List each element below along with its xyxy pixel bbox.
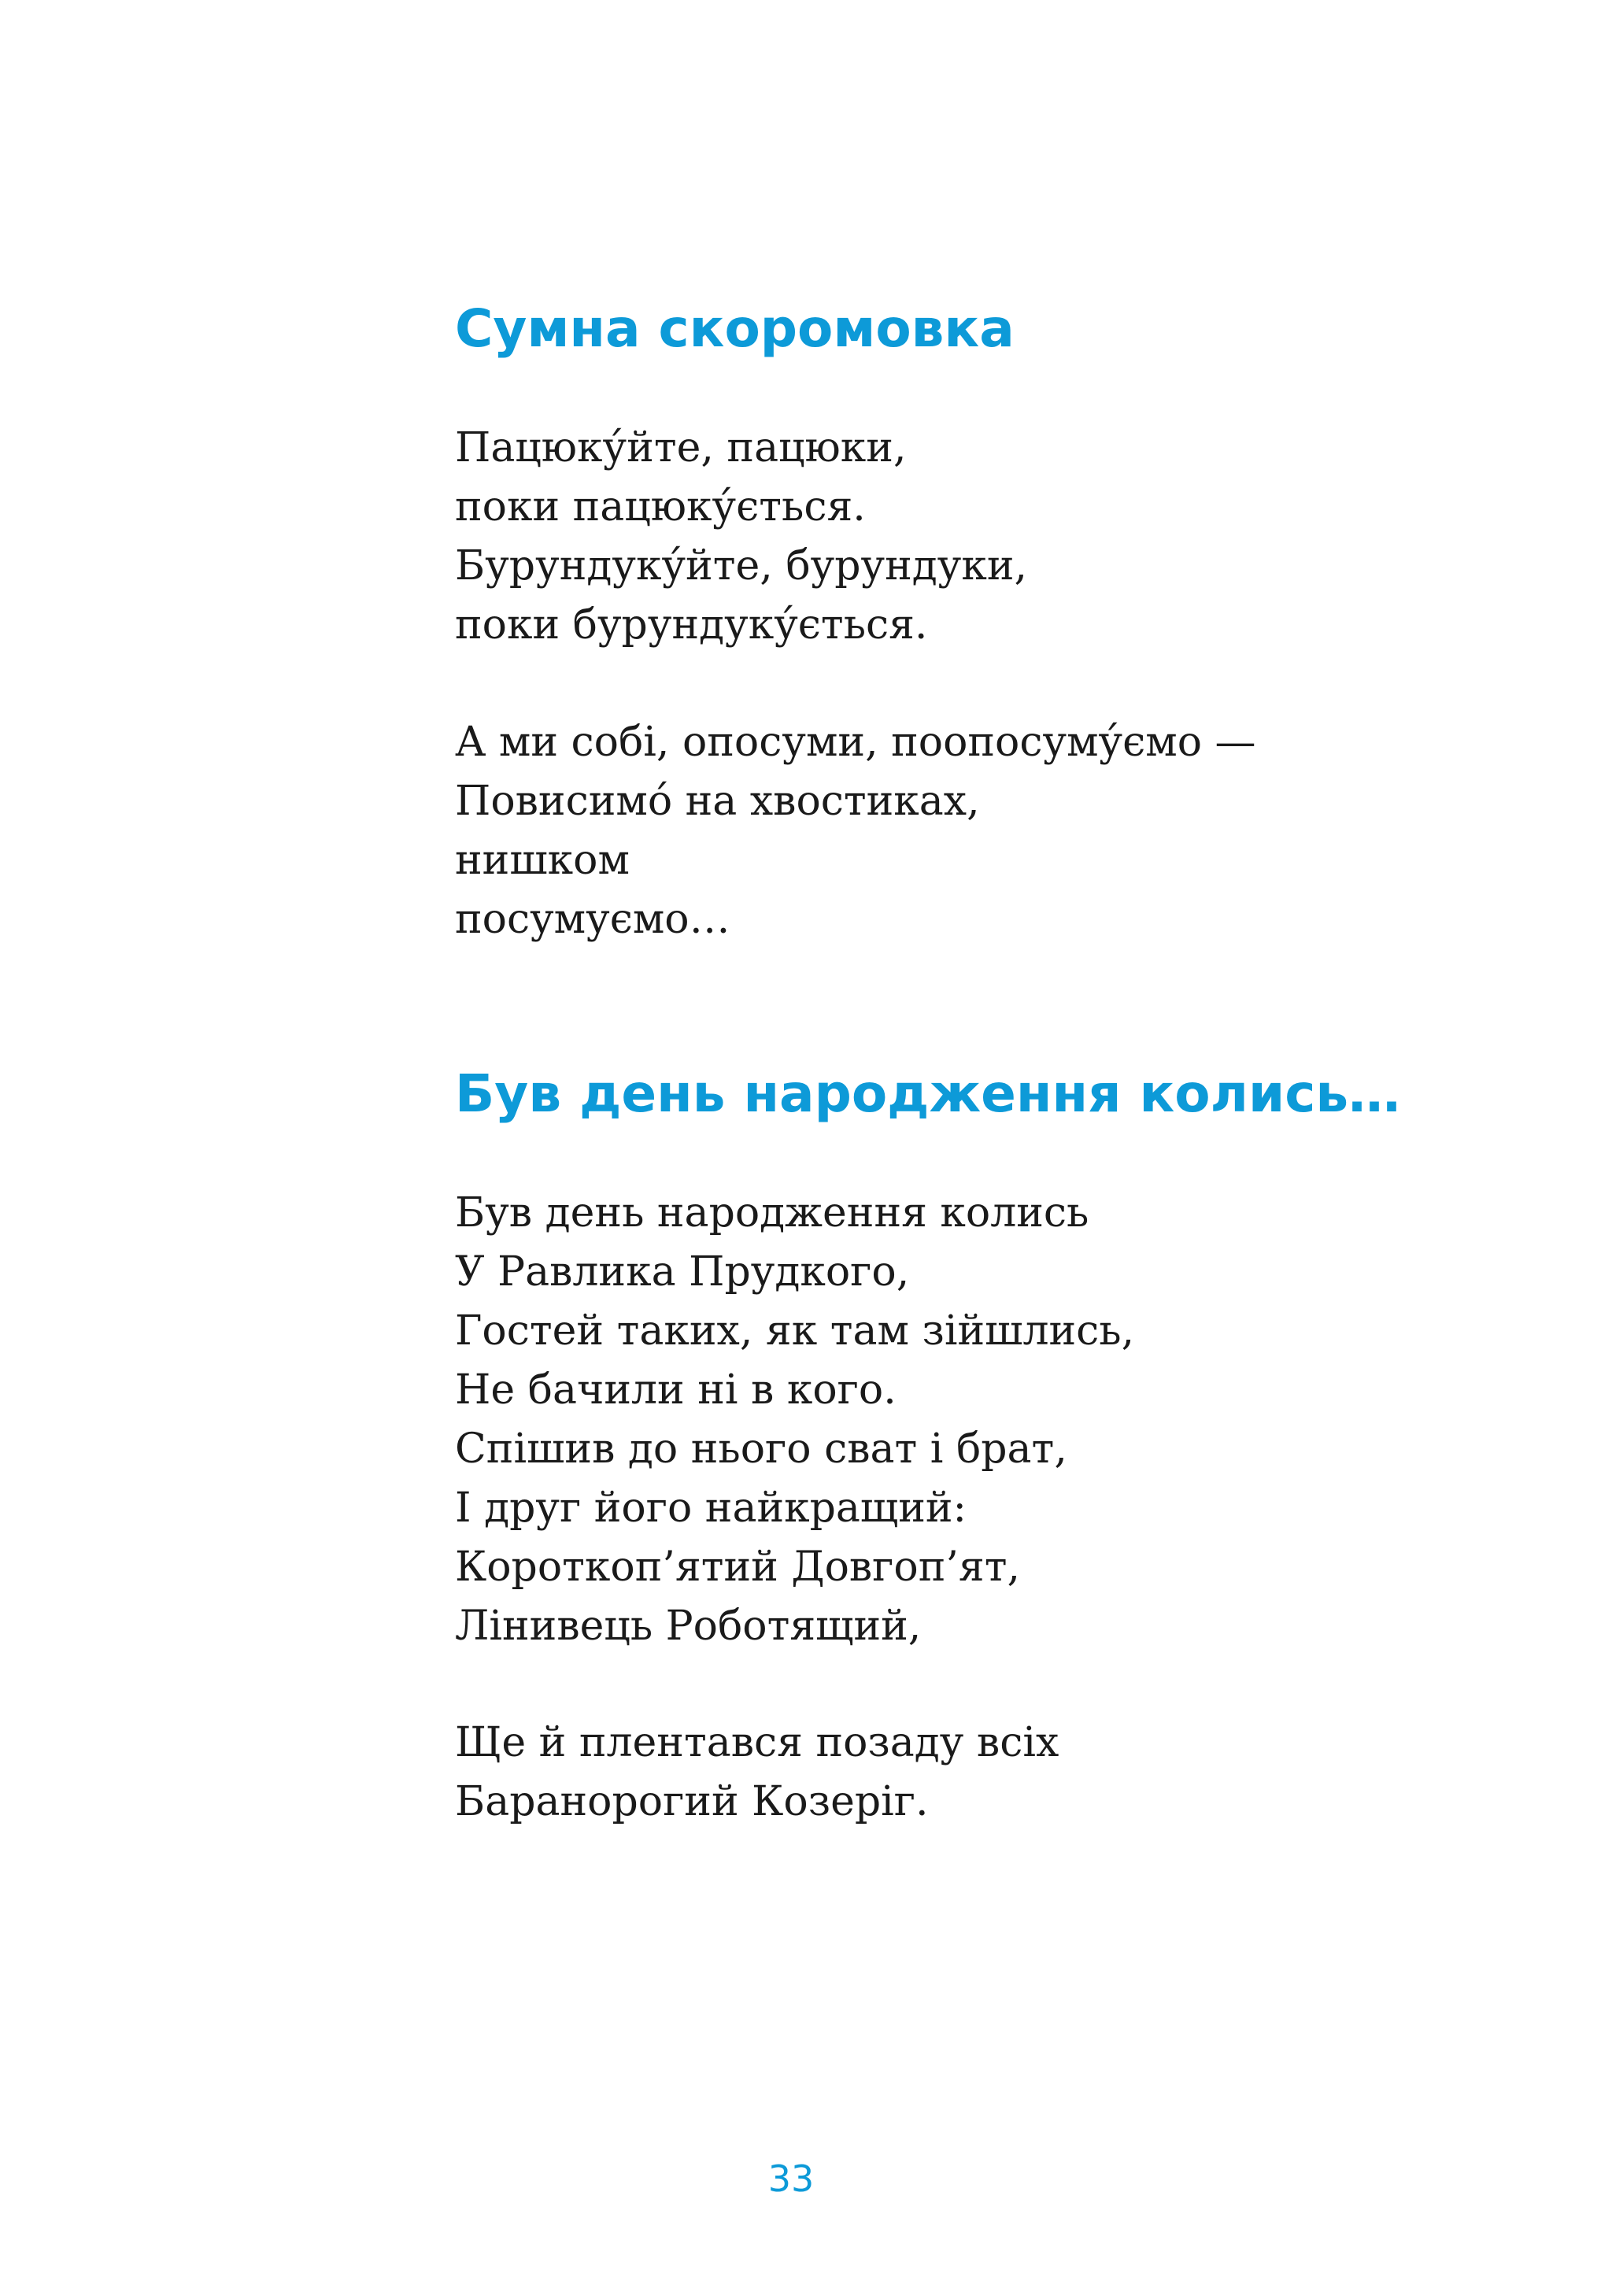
poem-stanza xyxy=(455,419,1027,655)
poem-line: А ми собі, опосуми, поопосуму́ємо — xyxy=(455,719,1256,766)
poem-line: Короткоп’ятий Довгоп’ят, xyxy=(455,1544,1021,1591)
poem-line: У Равлика Прудкого, xyxy=(455,1248,910,1296)
poem-line: Пацюку́йте, пацюки, xyxy=(455,424,907,471)
poem-title: Був день народження колись… xyxy=(455,1063,1401,1124)
poem-stanza xyxy=(455,1714,1059,1832)
poem-line: Гостей таких, як там зійшлись, xyxy=(455,1307,1135,1355)
poem-line: Лінивець Роботящий, xyxy=(455,1603,922,1650)
poem-stanza xyxy=(455,1184,1134,1656)
poem-line: Повисимо́ на хвостиках, xyxy=(455,778,980,825)
poem-line: Ще й плентався позаду всіх xyxy=(455,1719,1059,1766)
poem-line: поки пацюку́ється. xyxy=(455,483,866,531)
poem-line: поки бурундуку́ється. xyxy=(455,601,928,649)
poem-line: Баранорогий Козеріг. xyxy=(455,1778,929,1825)
poem-line: Бурундуку́йте, бурундуки, xyxy=(455,542,1028,590)
page-number: 33 xyxy=(767,2157,815,2200)
poem-line: Не бачили ні в кого. xyxy=(455,1366,897,1414)
poem-line: І друг його найкращий: xyxy=(455,1484,967,1532)
poem-line: Був день народження колись xyxy=(455,1189,1089,1237)
poem-line: посумуємо… xyxy=(455,896,730,943)
poem-stanza xyxy=(455,713,1256,949)
poem-title: Сумна скоромовка xyxy=(455,298,1015,359)
poem-line: Спішив до нього сват і брат, xyxy=(455,1425,1067,1473)
poem-line: нишком xyxy=(455,837,630,884)
